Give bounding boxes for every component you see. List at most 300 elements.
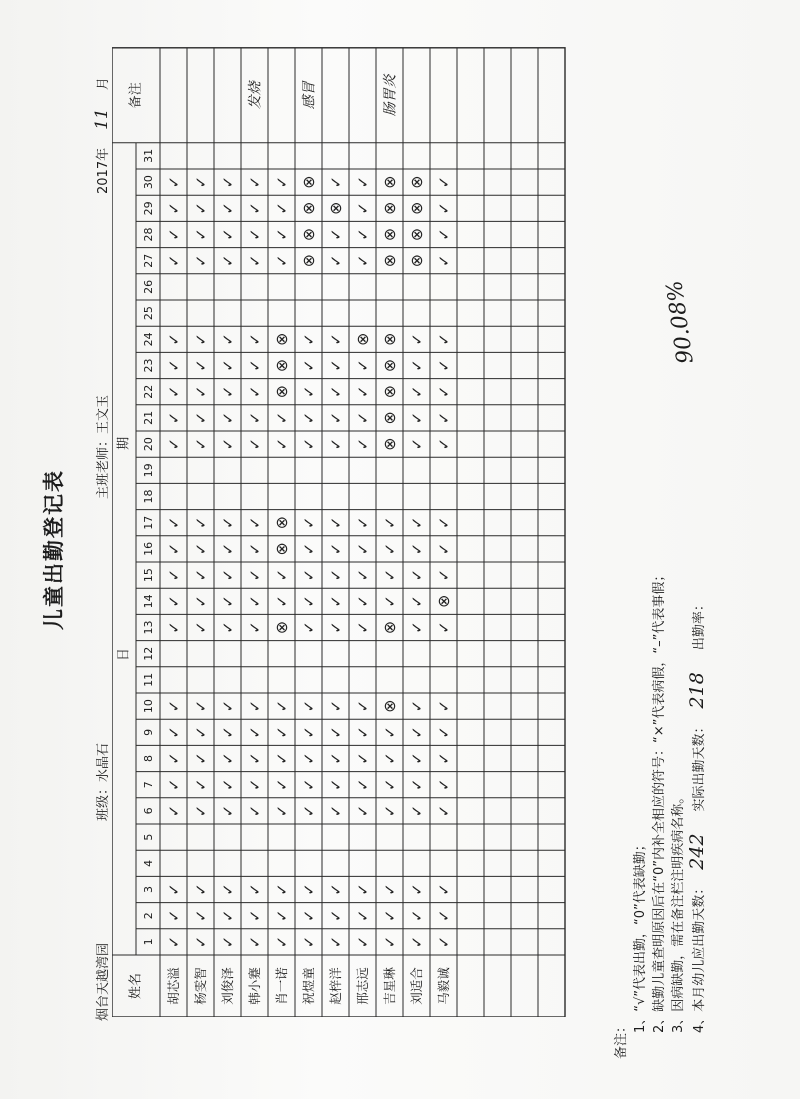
day-header: 14 (142, 594, 155, 609)
present-mark: ✓ (354, 228, 372, 241)
present-mark: ✓ (354, 621, 372, 634)
day-header: 5 (142, 833, 155, 841)
present-mark: ✓ (219, 385, 237, 398)
present-mark: ✓ (246, 202, 264, 215)
child-name: 肖一诺 (274, 967, 289, 1005)
present-mark: ✓ (192, 202, 210, 215)
absent-mark: ⊗ (380, 358, 399, 373)
absent-mark: ⊗ (272, 542, 291, 556)
present-mark: ✓ (165, 202, 183, 215)
present-mark: ✓ (300, 385, 318, 398)
present-mark: ✓ (246, 385, 264, 398)
present-mark: ✓ (300, 752, 318, 765)
present-mark: ✓ (408, 516, 426, 529)
present-mark: ✓ (165, 778, 183, 791)
present-mark: ✓ (246, 333, 264, 346)
present-mark: ✓ (165, 175, 183, 189)
present-mark: ✓ (354, 437, 372, 451)
present-mark: ✓ (273, 699, 291, 713)
present-mark: ✓ (246, 621, 264, 634)
note-item-1: 1、“√”代表出勤，“0”代表缺勤； (633, 838, 648, 1033)
present-mark: ✓ (408, 621, 426, 634)
present-mark: ✓ (435, 333, 453, 346)
present-mark: ✓ (273, 254, 291, 267)
present-mark: ✓ (165, 726, 183, 739)
present-mark: ✓ (165, 883, 183, 896)
absent-mark: ⊗ (272, 332, 291, 347)
child-name: 韩小蹇 (247, 967, 262, 1005)
present-mark: ✓ (165, 437, 183, 451)
present-mark: ✓ (165, 385, 183, 398)
present-mark: ✓ (165, 752, 183, 765)
present-mark: ✓ (165, 568, 183, 582)
remark-header: 备注 (128, 82, 144, 109)
present-mark: ✓ (192, 385, 210, 398)
present-mark: ✓ (192, 752, 210, 765)
day-header: 23 (142, 358, 155, 373)
present-mark: ✓ (354, 595, 372, 608)
present-mark: ✓ (219, 202, 237, 215)
present-mark: ✓ (354, 752, 372, 765)
present-mark: ✓ (192, 778, 210, 791)
present-mark: ✓ (219, 359, 237, 372)
present-mark: ✓ (435, 804, 453, 818)
present-mark: ✓ (381, 909, 399, 922)
day-header: 10 (142, 699, 155, 714)
present-mark: ✓ (219, 228, 237, 241)
present-mark: ✓ (435, 883, 453, 896)
present-mark: ✓ (435, 437, 453, 451)
day-header: 9 (142, 728, 155, 736)
present-mark: ✓ (273, 437, 291, 451)
present-mark: ✓ (219, 935, 237, 949)
present-mark: ✓ (327, 542, 345, 556)
present-mark: ✓ (219, 595, 237, 608)
present-mark: ✓ (246, 726, 264, 739)
present-mark: ✓ (192, 228, 210, 241)
present-mark: ✓ (327, 778, 345, 791)
present-mark: ✓ (273, 175, 291, 189)
absent-mark: ⊗ (407, 253, 426, 268)
present-mark: ✓ (408, 333, 426, 346)
present-mark: ✓ (219, 804, 237, 818)
present-mark: ✓ (300, 804, 318, 818)
day-header: 22 (142, 384, 155, 399)
present-mark: ✓ (354, 935, 372, 949)
present-mark: ✓ (273, 202, 291, 215)
present-mark: ✓ (408, 385, 426, 398)
present-mark: ✓ (300, 411, 318, 425)
present-mark: ✓ (381, 568, 399, 582)
present-mark: ✓ (219, 752, 237, 765)
day-header: 13 (142, 620, 155, 635)
present-mark: ✓ (219, 411, 237, 425)
present-mark: ✓ (246, 752, 264, 765)
day-header: 25 (142, 306, 155, 321)
absent-mark: ⊗ (272, 620, 291, 635)
day-header: 27 (142, 253, 155, 268)
present-mark: ✓ (354, 542, 372, 556)
present-mark: ✓ (273, 411, 291, 425)
table-frame (112, 48, 565, 1017)
present-mark: ✓ (327, 621, 345, 634)
present-mark: ✓ (219, 542, 237, 556)
present-mark: ✓ (273, 883, 291, 896)
school-name: 烟台天越湾园 (96, 942, 111, 1021)
present-mark: ✓ (192, 254, 210, 267)
present-mark: ✓ (408, 568, 426, 582)
absent-mark: ⊗ (434, 594, 453, 609)
month-label: 月 (96, 77, 111, 91)
absent-mark: ⊗ (272, 358, 291, 373)
present-mark: ✓ (435, 228, 453, 241)
present-mark: ✓ (246, 437, 264, 451)
present-mark: ✓ (435, 935, 453, 949)
present-mark: ✓ (273, 778, 291, 791)
child-name: 吉星琳 (382, 967, 397, 1005)
absent-mark: ⊗ (407, 201, 426, 216)
present-mark: ✓ (246, 542, 264, 556)
present-mark: ✓ (435, 909, 453, 922)
present-mark: ✓ (300, 595, 318, 608)
absent-mark: ⊗ (299, 201, 318, 216)
present-mark: ✓ (408, 437, 426, 451)
actual-days-label: 实际出勤天数： (692, 720, 707, 812)
present-mark: ✓ (165, 359, 183, 372)
present-mark: ✓ (300, 359, 318, 372)
present-mark: ✓ (381, 778, 399, 791)
present-mark: ✓ (165, 228, 183, 241)
present-mark: ✓ (219, 909, 237, 922)
day-header: 11 (142, 672, 155, 687)
present-mark: ✓ (327, 909, 345, 922)
present-mark: ✓ (381, 804, 399, 818)
child-name: 胡芯溢 (166, 967, 181, 1005)
present-mark: ✓ (165, 516, 183, 529)
present-mark: ✓ (165, 595, 183, 608)
absent-mark: ⊗ (407, 175, 426, 189)
day-header: 31 (142, 148, 155, 163)
present-mark: ✓ (300, 621, 318, 634)
absent-mark: ⊗ (380, 253, 399, 268)
expected-days-value: 242 (686, 833, 708, 870)
present-mark: ✓ (300, 333, 318, 346)
present-mark: ✓ (165, 621, 183, 634)
absent-mark: ⊗ (380, 201, 399, 216)
present-mark: ✓ (327, 359, 345, 372)
present-mark: ✓ (165, 699, 183, 713)
remark-note: 感冒 (301, 81, 318, 110)
present-mark: ✓ (246, 254, 264, 267)
class-name: 班级：水晶石 (96, 742, 111, 821)
note-item-2: 2、缺勤儿童查明原因后在“0”内补全相应的符号：“×”代表病假，“–”代表事假； (652, 568, 667, 1033)
name-header: 姓名 (128, 972, 144, 1000)
present-mark: ✓ (435, 385, 453, 398)
present-mark: ✓ (219, 883, 237, 896)
day-header: 24 (142, 332, 155, 347)
present-mark: ✓ (381, 883, 399, 896)
absent-mark: ⊗ (299, 253, 318, 268)
present-mark: ✓ (273, 804, 291, 818)
present-mark: ✓ (327, 411, 345, 425)
present-mark: ✓ (246, 935, 264, 949)
present-mark: ✓ (165, 935, 183, 949)
present-mark: ✓ (408, 935, 426, 949)
child-name: 刘适合 (409, 967, 424, 1005)
attendance-rate-value: 90.08% (662, 278, 699, 366)
present-mark: ✓ (354, 175, 372, 189)
present-mark: ✓ (354, 726, 372, 739)
child-name: 祝煜童 (301, 967, 316, 1005)
present-mark: ✓ (327, 385, 345, 398)
present-mark: ✓ (300, 935, 318, 949)
present-mark: ✓ (192, 804, 210, 818)
present-mark: ✓ (327, 228, 345, 241)
absent-mark: ⊗ (353, 332, 372, 347)
notes-heading: 备注： (614, 1019, 629, 1059)
date-group-header-2: 期 (116, 436, 132, 450)
present-mark: ✓ (408, 411, 426, 425)
present-mark: ✓ (192, 542, 210, 556)
present-mark: ✓ (246, 804, 264, 818)
present-mark: ✓ (192, 726, 210, 739)
present-mark: ✓ (408, 752, 426, 765)
present-mark: ✓ (435, 568, 453, 582)
present-mark: ✓ (408, 726, 426, 739)
present-mark: ✓ (435, 726, 453, 739)
absent-mark: ⊗ (380, 384, 399, 399)
present-mark: ✓ (435, 778, 453, 791)
present-mark: ✓ (219, 778, 237, 791)
present-mark: ✓ (165, 542, 183, 556)
day-header: 20 (142, 437, 155, 452)
present-mark: ✓ (354, 568, 372, 582)
present-mark: ✓ (327, 516, 345, 529)
present-mark: ✓ (273, 595, 291, 608)
present-mark: ✓ (327, 254, 345, 267)
present-mark: ✓ (219, 254, 237, 267)
present-mark: ✓ (327, 568, 345, 582)
present-mark: ✓ (435, 621, 453, 634)
present-mark: ✓ (354, 883, 372, 896)
present-mark: ✓ (408, 778, 426, 791)
present-mark: ✓ (327, 175, 345, 189)
absent-mark: ⊗ (299, 175, 318, 189)
present-mark: ✓ (435, 699, 453, 713)
present-mark: ✓ (246, 228, 264, 241)
notes-section (612, 569, 709, 1059)
present-mark: ✓ (435, 542, 453, 556)
present-mark: ✓ (192, 359, 210, 372)
present-mark: ✓ (408, 699, 426, 713)
present-mark: ✓ (327, 726, 345, 739)
child-name: 刘俊泽 (220, 967, 235, 1005)
day-header: 8 (142, 755, 155, 762)
present-mark: ✓ (408, 804, 426, 818)
day-header: 28 (142, 227, 155, 242)
present-mark: ✓ (273, 228, 291, 241)
present-mark: ✓ (192, 175, 210, 189)
day-header: 2 (142, 912, 155, 920)
date-group-header: 日 (116, 647, 132, 661)
present-mark: ✓ (192, 568, 210, 582)
present-mark: ✓ (435, 254, 453, 267)
present-mark: ✓ (192, 699, 210, 713)
remark-note: 发烧 (247, 81, 264, 110)
present-mark: ✓ (192, 333, 210, 346)
day-header: 21 (142, 410, 155, 425)
present-mark: ✓ (381, 516, 399, 529)
present-mark: ✓ (246, 699, 264, 713)
present-mark: ✓ (273, 726, 291, 739)
present-mark: ✓ (273, 909, 291, 922)
present-mark: ✓ (219, 621, 237, 634)
present-mark: ✓ (219, 726, 237, 739)
day-header: 6 (142, 807, 155, 815)
present-mark: ✓ (354, 804, 372, 818)
day-header: 17 (142, 515, 155, 530)
child-name: 马毅诚 (436, 967, 451, 1005)
present-mark: ✓ (192, 437, 210, 451)
day-header: 29 (142, 201, 155, 216)
present-mark: ✓ (354, 411, 372, 425)
present-mark: ✓ (327, 752, 345, 765)
present-mark: ✓ (192, 516, 210, 529)
absent-mark: ⊗ (380, 227, 399, 242)
present-mark: ✓ (354, 909, 372, 922)
present-mark: ✓ (435, 175, 453, 189)
present-mark: ✓ (246, 516, 264, 529)
present-mark: ✓ (300, 437, 318, 451)
present-mark: ✓ (219, 437, 237, 451)
present-mark: ✓ (435, 752, 453, 765)
day-header: 1 (142, 938, 155, 946)
present-mark: ✓ (435, 359, 453, 372)
present-mark: ✓ (246, 568, 264, 582)
day-header: 19 (142, 463, 155, 478)
present-mark: ✓ (408, 359, 426, 372)
present-mark: ✓ (219, 333, 237, 346)
child-name: 邢志远 (355, 967, 370, 1005)
present-mark: ✓ (192, 909, 210, 922)
present-mark: ✓ (246, 883, 264, 896)
present-mark: ✓ (165, 411, 183, 425)
remark-note: 肠胃炎 (382, 74, 399, 117)
present-mark: ✓ (435, 411, 453, 425)
absent-mark: ⊗ (380, 437, 399, 451)
day-header: 30 (142, 175, 155, 190)
present-mark: ✓ (300, 516, 318, 529)
present-mark: ✓ (246, 909, 264, 922)
present-mark: ✓ (354, 778, 372, 791)
present-mark: ✓ (165, 804, 183, 818)
present-mark: ✓ (354, 359, 372, 372)
present-mark: ✓ (381, 595, 399, 608)
present-mark: ✓ (300, 568, 318, 582)
present-mark: ✓ (381, 542, 399, 556)
absent-mark: ⊗ (380, 620, 399, 635)
absent-mark: ⊗ (326, 201, 345, 216)
present-mark: ✓ (165, 254, 183, 267)
present-mark: ✓ (327, 935, 345, 949)
present-mark: ✓ (192, 411, 210, 425)
present-mark: ✓ (273, 935, 291, 949)
day-header: 18 (142, 489, 155, 504)
present-mark: ✓ (327, 804, 345, 818)
present-mark: ✓ (408, 909, 426, 922)
present-mark: ✓ (327, 595, 345, 608)
present-mark: ✓ (381, 752, 399, 765)
present-mark: ✓ (165, 333, 183, 346)
attendance-grid (112, 37, 612, 1017)
absent-mark: ⊗ (272, 515, 291, 530)
absent-mark: ⊗ (380, 699, 399, 713)
present-mark: ✓ (192, 595, 210, 608)
present-mark: ✓ (192, 935, 210, 949)
present-mark: ✓ (165, 909, 183, 922)
present-mark: ✓ (327, 333, 345, 346)
absent-mark: ⊗ (407, 227, 426, 242)
absent-mark: ⊗ (380, 332, 399, 347)
child-name: 杨雯智 (193, 967, 208, 1005)
absent-mark: ⊗ (380, 175, 399, 189)
present-mark: ✓ (192, 883, 210, 896)
absent-mark: ⊗ (299, 227, 318, 242)
day-header: 12 (142, 646, 155, 661)
present-mark: ✓ (273, 752, 291, 765)
day-header: 4 (142, 859, 155, 867)
teacher-name: 主班老师：王文玉 (96, 394, 111, 499)
day-header: 16 (142, 541, 155, 556)
present-mark: ✓ (354, 202, 372, 215)
present-mark: ✓ (246, 359, 264, 372)
day-header: 26 (142, 279, 155, 294)
present-mark: ✓ (273, 568, 291, 582)
absent-mark: ⊗ (272, 384, 291, 399)
present-mark: ✓ (219, 568, 237, 582)
day-header: 3 (142, 886, 155, 893)
present-mark: ✓ (300, 778, 318, 791)
present-mark: ✓ (246, 411, 264, 425)
present-mark: ✓ (354, 516, 372, 529)
absent-mark: ⊗ (380, 411, 399, 425)
present-mark: ✓ (435, 202, 453, 215)
present-mark: ✓ (300, 542, 318, 556)
present-mark: ✓ (408, 542, 426, 556)
year-label: 2017年 (96, 147, 111, 194)
present-mark: ✓ (300, 909, 318, 922)
actual-days-value: 218 (686, 672, 708, 709)
present-mark: ✓ (327, 437, 345, 451)
present-mark: ✓ (408, 883, 426, 896)
present-mark: ✓ (246, 595, 264, 608)
present-mark: ✓ (327, 883, 345, 896)
page-title: 儿童出勤登记表 (42, 469, 66, 630)
present-mark: ✓ (327, 699, 345, 713)
present-mark: ✓ (219, 516, 237, 529)
attendance-table (112, 37, 616, 1017)
year-month (92, 77, 112, 194)
present-mark: ✓ (219, 175, 237, 189)
expected-days-label: 4、本月幼儿应出勤天数： (692, 881, 707, 1033)
present-mark: ✓ (246, 175, 264, 189)
note-item-3: 3、因病缺勤，需在备注栏注明疾病名称。 (671, 790, 686, 1033)
rate-label: 出勤率： (692, 598, 707, 651)
child-name: 赵梓洋 (328, 967, 343, 1005)
month-value: 11 (92, 108, 112, 130)
day-header: 7 (142, 781, 155, 789)
present-mark: ✓ (219, 699, 237, 713)
